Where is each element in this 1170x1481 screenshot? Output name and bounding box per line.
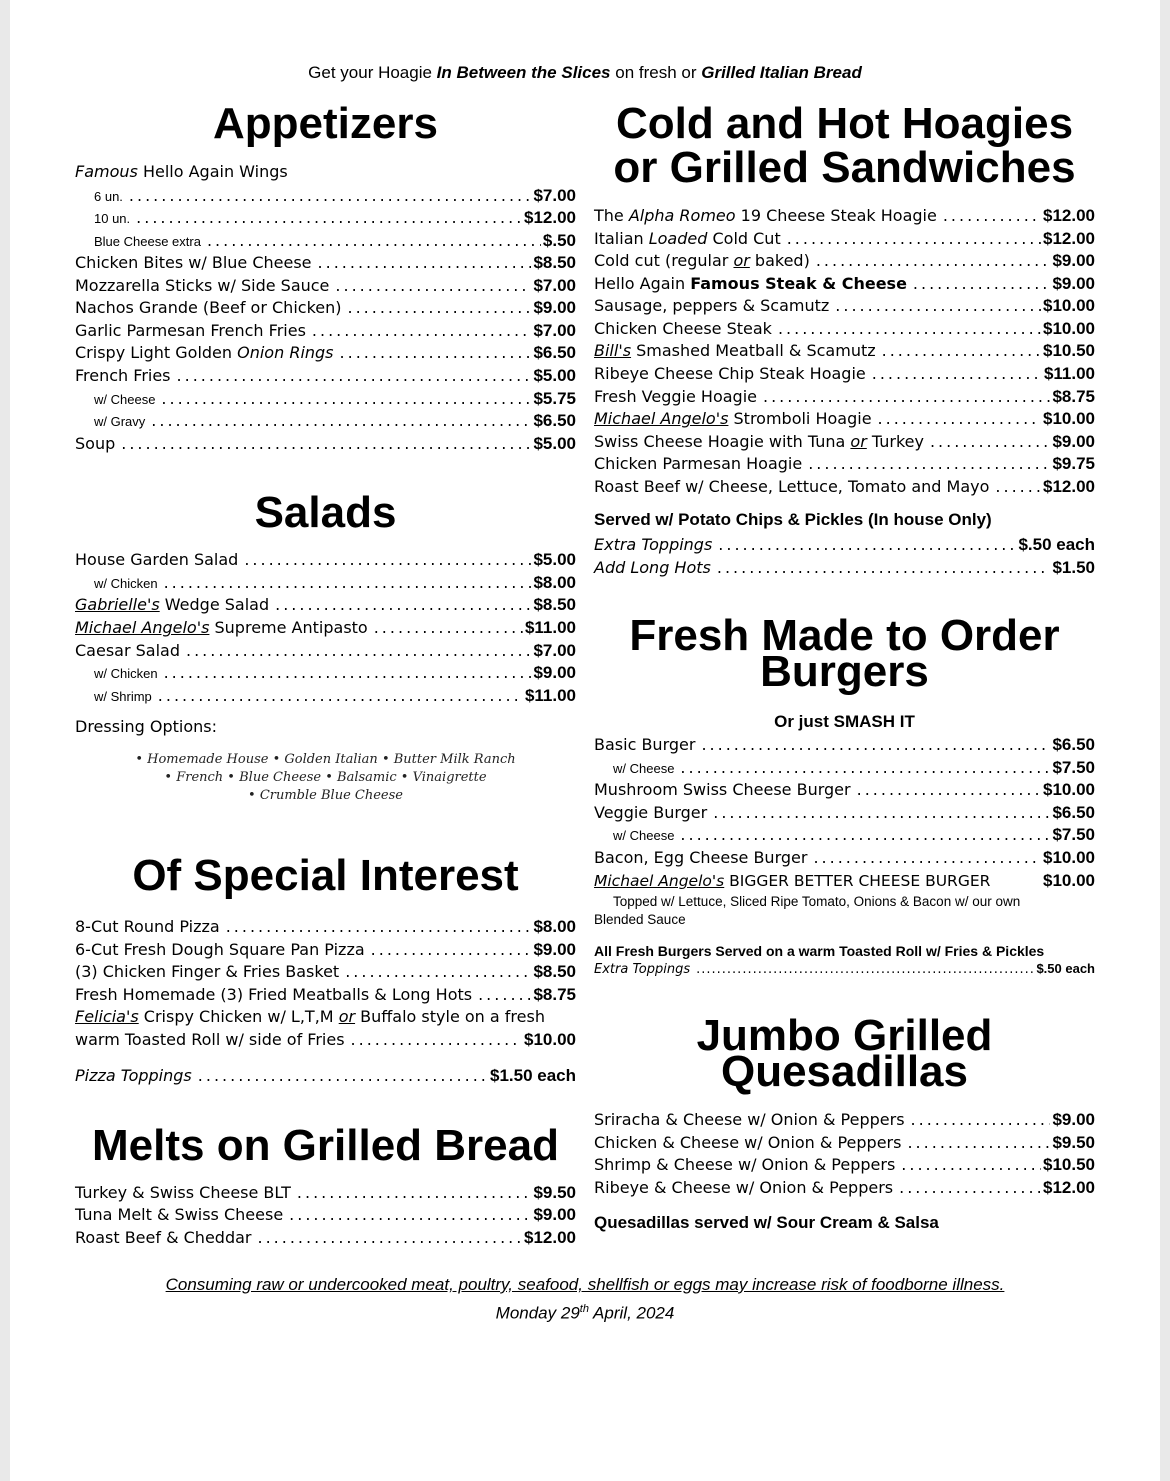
menu-item: Cold cut (regular or baked) ..... $9.00	[594, 250, 1095, 272]
menu-item: w/ Cheese ..... $7.50	[594, 757, 1095, 780]
salads-heading: Salads	[254, 488, 397, 537]
burger-topped-note: Topped w/ Lettuce, Sliced Ripe Tomato, Onions & Bacon w/ our own	[613, 894, 1021, 909]
hoagies-served-note: Served w/ Potato Chips & Pickles (In house Only)	[594, 510, 992, 529]
menu-item: 8-Cut Round Pizza ..... $8.00	[75, 916, 576, 938]
hoagies-heading-line2: or Grilled Sandwiches	[613, 143, 1076, 192]
menu-item: Chicken & Cheese w/ Onion & Peppers ..... $9.50	[594, 1132, 1095, 1154]
menu-item: Garlic Parmesan French Fries ..... $7.00	[75, 320, 576, 342]
menu-item: Shrimp & Cheese w/ Onion & Peppers ..... $10.50	[594, 1154, 1095, 1176]
dressing-line: • Crumble Blue Cheese	[248, 788, 403, 803]
menu-item: Ribeye & Cheese w/ Onion & Peppers ..... $12.00	[594, 1177, 1095, 1199]
menu-date: Monday 29th April, 2024	[495, 1303, 675, 1323]
menu-item: Roast Beef w/ Cheese, Lettuce, Tomato and Mayo ..... $12.00	[594, 476, 1095, 498]
menu-item: Sausage, peppers & Scamutz ..... $10.00	[594, 295, 1095, 317]
menu-item: Michael Angelo's Supreme Antipasto ..... $11.00	[75, 617, 576, 639]
menu-item: Soup ..... $5.00	[75, 433, 576, 455]
menu-item: w/ Gravy ..... $6.50	[75, 410, 576, 433]
menu-item: Michael Angelo's Stromboli Hoagie ..... $10.00	[594, 408, 1095, 430]
special-heading: Of Special Interest	[132, 851, 519, 900]
burger-topped-note-2: Blended Sauce	[594, 912, 686, 927]
menu-item: Mushroom Swiss Cheese Burger ..... $10.00	[594, 779, 1095, 801]
wings-title: Famous Hello Again Wings	[75, 162, 288, 181]
menu-item: w/ Chicken ..... $8.00	[75, 572, 576, 595]
menu-item: Sriracha & Cheese w/ Onion & Peppers ..... $9.00	[594, 1109, 1095, 1131]
footer	[10, 1272, 1160, 1326]
menu-item: w/ Cheese ..... $5.75	[75, 388, 576, 411]
menu-item: Caesar Salad ..... $7.00	[75, 640, 576, 662]
tagline: Get your Hoagie In Between the Slices on fresh or Grilled Italian Bread	[308, 63, 862, 82]
menu-item: Fresh Veggie Hoagie ..... $8.75	[594, 386, 1095, 408]
menu-item: House Garden Salad ..... $5.00	[75, 549, 576, 571]
dressing-line: • French • Blue Cheese • Balsamic • Vinaigrette	[164, 770, 487, 785]
menu-item: Turkey & Swiss Cheese BLT ..... $9.50	[75, 1182, 576, 1204]
menu-item: Chicken Parmesan Hoagie ..... $9.75	[594, 453, 1095, 475]
menu-item: Michael Angelo's BIGGER BETTER CHEESE BURGER $10.00	[594, 871, 1095, 890]
menu-item: w/ Cheese ..... $7.50	[594, 824, 1095, 847]
smash-note: Or just SMASH IT	[774, 712, 915, 731]
menu-item: Basic Burger ..... $6.50	[594, 734, 1095, 756]
burgers-heading-line2: Burgers	[760, 647, 929, 696]
dressing-line: • Homemade House • Golden Italian • Butter Milk Ranch	[135, 752, 516, 767]
felicia-item-line1: Felicia's Crispy Chicken w/ L,T,M or Buffalo style on a fresh	[75, 1007, 545, 1026]
menu-item: Hello Again Famous Steak & Cheese ..... $9.00	[594, 273, 1095, 295]
menu-item: Chicken Cheese Steak ..... $10.00	[594, 318, 1095, 340]
menu-item: Swiss Cheese Hoagie with Tuna or Turkey ..... $9.00	[594, 431, 1095, 453]
menu-item: w/ Shrimp ..... $11.00	[75, 685, 576, 708]
menu-item: French Fries ..... $5.00	[75, 365, 576, 387]
menu-item: The Alpha Romeo 19 Cheese Steak Hoagie ..... $12.00	[594, 205, 1095, 227]
menu-item: Blue Cheese extra ..... $.50	[75, 230, 576, 253]
burgers-served-note: All Fresh Burgers Served on a warm Toasted Roll w/ Fries & Pickles	[594, 943, 1045, 959]
menu-page	[10, 0, 1160, 1481]
appetizers-heading: Appetizers	[213, 99, 438, 148]
menu-item: Chicken Bites w/ Blue Cheese ..... $8.50	[75, 252, 576, 274]
menu-item: Bacon, Egg Cheese Burger ..... $10.00	[594, 847, 1095, 869]
felicia-item-line2: warm Toasted Roll w/ side of Fries ..... $10.00	[75, 1029, 576, 1051]
food-safety-warning: Consuming raw or undercooked meat, poultry, seafood, shellfish or eggs may increase risk of foodborne illness.	[165, 1275, 1005, 1294]
extra-toppings: Extra Toppings ..... $.50 each	[594, 534, 1095, 556]
menu-item: Nachos Grande (Beef or Chicken) ..... $9.00	[75, 297, 576, 319]
menu-item: w/ Chicken ..... $9.00	[75, 662, 576, 685]
menu-item: Veggie Burger ..... $6.50	[594, 802, 1095, 824]
menu-item: 6 un. ..... $7.00	[75, 185, 576, 208]
quesadillas-served-note: Quesadillas served w/ Sour Cream & Salsa	[594, 1213, 939, 1232]
extra-toppings: Extra Toppings ..... $.50 each	[594, 958, 1095, 981]
menu-item: Crispy Light Golden Onion Rings ..... $6.50	[75, 342, 576, 364]
menu-item: 6-Cut Fresh Dough Square Pan Pizza ..... $9.00	[75, 939, 576, 961]
melts-heading: Melts on Grilled Bread	[92, 1121, 559, 1170]
menu-item: Bill's Smashed Meatball & Scamutz ..... $10.50	[594, 340, 1095, 362]
menu-item: (3) Chicken Finger & Fries Basket ..... $8.50	[75, 961, 576, 983]
menu-item: Italian Loaded Cold Cut ..... $12.00	[594, 228, 1095, 250]
dressing-label: Dressing Options:	[75, 717, 218, 736]
menu-item: Mozzarella Sticks w/ Side Sauce ..... $7.00	[75, 275, 576, 297]
menu-item: Roast Beef & Cheddar ..... $12.00	[75, 1227, 576, 1249]
menu-item: Tuna Melt & Swiss Cheese ..... $9.00	[75, 1204, 576, 1226]
quesadillas-heading-line1: Jumbo Grilled	[696, 1011, 993, 1060]
menu-item: Fresh Homemade (3) Fried Meatballs & Long Hots ..... $8.75	[75, 984, 576, 1006]
quesadillas-heading-line2: Quesadillas	[720, 1047, 968, 1096]
long-hots: Add Long Hots ..... $1.50	[594, 557, 1095, 579]
burgers-heading-line1: Fresh Made to Order	[629, 611, 1060, 660]
menu-item: 10 un. ..... $12.00	[75, 207, 576, 230]
menu-item: Gabrielle's Wedge Salad ..... $8.50	[75, 594, 576, 616]
pizza-toppings: Pizza Toppings ..... $1.50 each	[75, 1065, 576, 1087]
hoagies-heading-line1: Cold and Hot Hoagies	[615, 99, 1074, 148]
menu-item: Ribeye Cheese Chip Steak Hoagie ..... $11.00	[594, 363, 1095, 385]
